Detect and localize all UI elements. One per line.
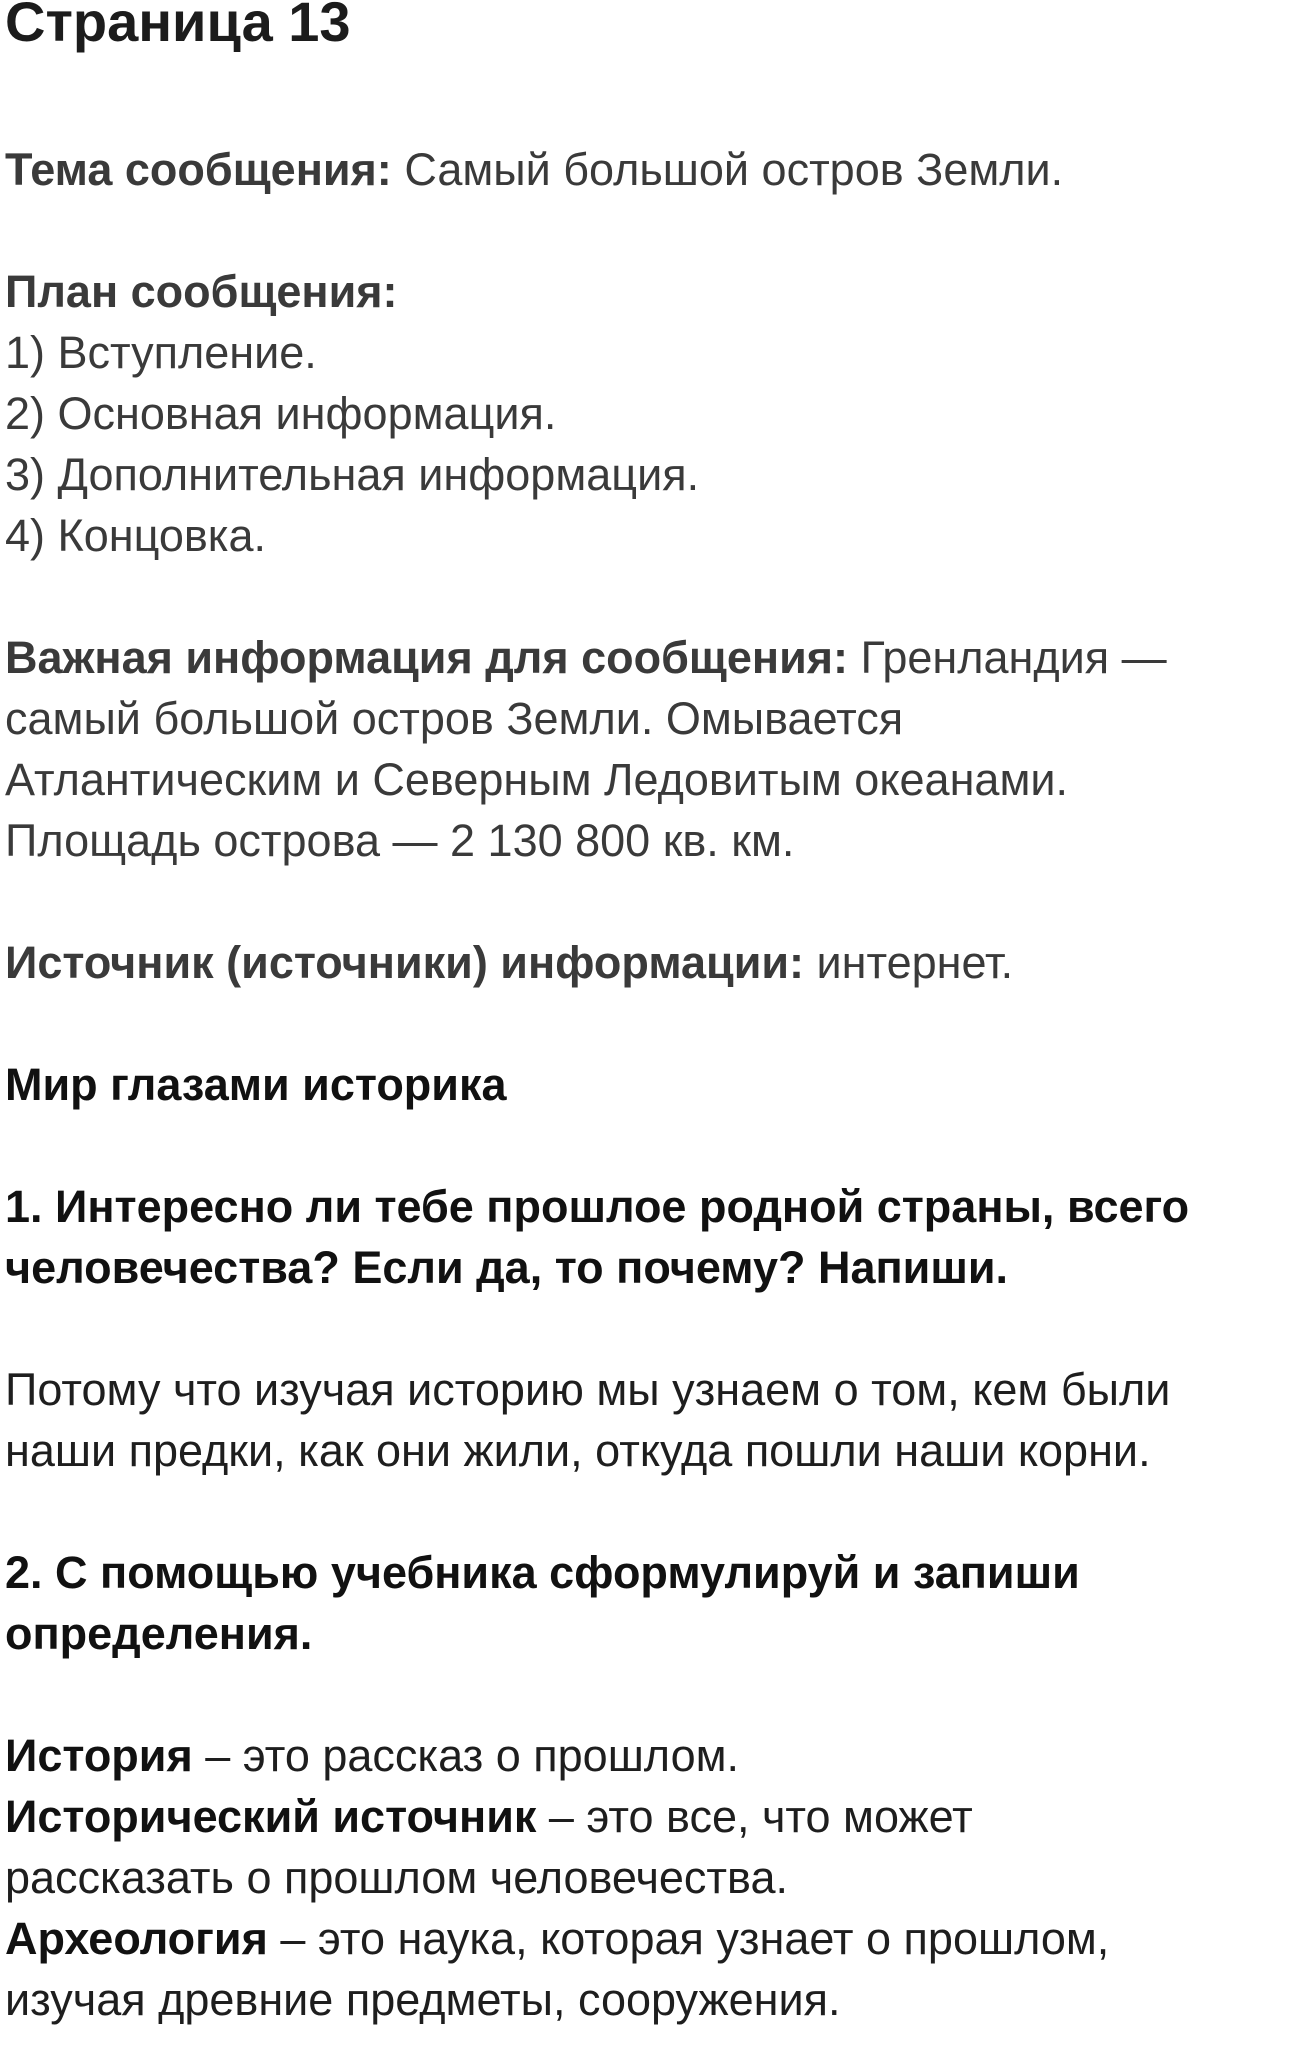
definition-history-text: – это рассказ о прошлом. <box>205 1730 740 1781</box>
question-1: 1. Интересно ли тебе прошлое родной страны, всего <box>5 1181 1190 1232</box>
definition-source-text: – это все, что может <box>548 1791 973 1842</box>
definition-source <box>5 1786 1305 1847</box>
important-text-line: Площадь острова — 2 130 800 кв. км. <box>5 815 795 866</box>
term-historical-source: Исторический источник <box>5 1791 537 1842</box>
definition-archaeology-text: – это наука, которая узнает о прошлом, <box>280 1913 1110 1964</box>
question-1: человечества? Если да, то почему? Напиши. <box>5 1242 1009 1293</box>
term-history: История <box>5 1730 193 1781</box>
source-text: интернет. <box>816 937 1014 988</box>
topic-line <box>5 139 1305 200</box>
document-page <box>5 0 1305 2030</box>
definition-history <box>5 1725 1305 1786</box>
topic-label: Тема сообщения: <box>5 144 392 195</box>
definition-source-text-2: рассказать о прошлом человечества. <box>5 1852 788 1903</box>
important-text: Гренландия — <box>860 632 1167 683</box>
question-2: определения. <box>5 1608 313 1659</box>
question-2: 2. С помощью учебника сформулируй и запиши <box>5 1547 1080 1598</box>
important-text-line: самый большой остров Земли. Омывается <box>5 693 904 744</box>
important-text-line: Атлантическим и Северным Ледовитым океанами. <box>5 754 1069 805</box>
plan-item: 2) Основная информация. <box>5 388 557 439</box>
plan-label: План сообщения: <box>5 266 398 317</box>
term-archaeology: Археология <box>5 1913 268 1964</box>
section-heading: Мир глазами историка <box>5 1059 507 1110</box>
important-label: Важная информация для сообщения: <box>5 632 849 683</box>
plan-item: 4) Концовка. <box>5 510 267 561</box>
plan-item: 3) Дополнительная информация. <box>5 449 700 500</box>
definition-archaeology <box>5 1908 1305 1969</box>
source-label: Источник (источники) информации: <box>5 937 805 988</box>
answer-1: наши предки, как они жили, откуда пошли наши корни. <box>5 1425 1151 1476</box>
page-title: Страница 13 <box>5 0 351 53</box>
topic-text: Самый большой остров Земли. <box>404 144 1064 195</box>
definition-archaeology-text-2: изучая древние предметы, сооружения. <box>5 1974 841 2025</box>
answer-1: Потому что изучая историю мы узнаем о том, кем были <box>5 1364 1171 1415</box>
important-line <box>5 627 1305 688</box>
plan-item: 1) Вступление. <box>5 327 317 378</box>
source-line <box>5 932 1305 993</box>
